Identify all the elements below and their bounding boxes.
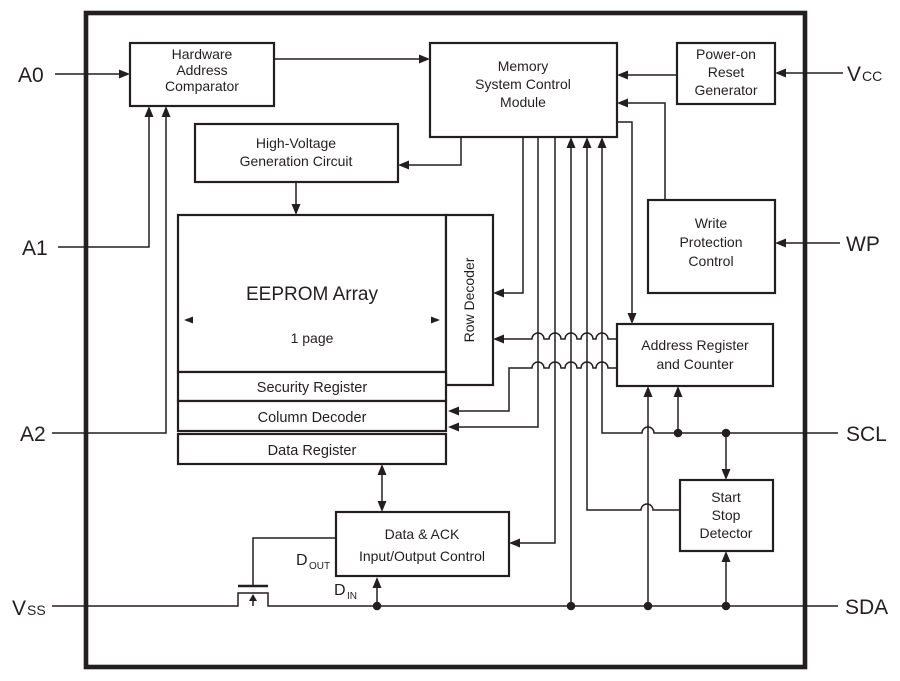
hac-label-2: Address — [176, 62, 228, 78]
security-register-label: Security Register — [256, 380, 368, 396]
hac-label-3: Comparator — [165, 78, 239, 94]
data-ack-label-1: Data & ACK — [384, 526, 460, 542]
column-decoder-block — [178, 401, 446, 431]
pin-sda-label: SDA — [845, 596, 889, 619]
arrowhead-vcc-por — [775, 69, 786, 78]
security-register-block — [178, 372, 446, 401]
wire-mscm-to-rowdecoder — [502, 137, 523, 293]
arrowhead-mscm-columndecoder — [448, 423, 459, 432]
hac-label-1: Hardware — [171, 46, 233, 62]
por-label-3: Generator — [694, 82, 758, 98]
arrowhead-a2 — [162, 106, 171, 117]
junction-scl-addrreg — [674, 429, 683, 438]
arrowhead-mscm-rowdecoder — [493, 289, 504, 298]
eeprom-array-block — [178, 215, 446, 372]
wire-mscm-to-addrreg — [617, 122, 632, 315]
address-register-box — [617, 324, 773, 386]
mscm-label-1: Memory — [497, 58, 549, 74]
arrowhead-sda-mscm — [567, 137, 576, 148]
start-stop-detector-block — [680, 480, 773, 551]
din-label: D — [334, 582, 346, 599]
arrowhead-a0 — [119, 70, 130, 79]
por-label-2: Reset — [707, 64, 745, 80]
arrowhead-a1 — [145, 106, 154, 117]
pin-a2-label: A2 — [20, 423, 46, 446]
arrowhead-mscm-addrreg — [628, 313, 637, 324]
arrowhead-hvgc-eeprom — [292, 204, 301, 215]
ssd-label-2: Stop — [711, 507, 741, 523]
row-decoder-label: Row Decoder — [461, 257, 477, 343]
pin-vss-label: V — [12, 597, 27, 620]
ssd-label-1: Start — [711, 489, 741, 505]
wire-mscm-to-hvgc — [407, 137, 461, 165]
arrowhead-hac-mscm — [419, 55, 430, 64]
wpc-label-2: Protection — [679, 234, 743, 250]
addr-reg-label-1: Address Register — [641, 337, 749, 353]
pin-wp-label: WP — [846, 233, 880, 256]
pin-scl-label: SCL — [846, 423, 887, 446]
arrowhead-mscm-dataack — [509, 539, 520, 548]
hvgc-label-2: Generation Circuit — [239, 153, 353, 169]
arrowhead-datareg-up — [378, 464, 387, 475]
por-label-1: Power-on — [696, 46, 756, 62]
blocks — [130, 43, 775, 576]
address-register-block — [617, 324, 773, 386]
pin-a0-label: A0 — [18, 64, 44, 87]
high-voltage-generation-block — [195, 124, 398, 182]
pin-vcc-subscript: CC — [862, 68, 883, 84]
wpc-label-3: Control — [688, 253, 734, 269]
output-transistor — [238, 586, 268, 606]
arrowhead-ssd-mscm — [583, 137, 592, 148]
arrowhead-mscm-hvgc — [398, 161, 409, 170]
arrowhead-scl-mscm — [598, 137, 607, 148]
wire-a1 — [58, 115, 149, 247]
wire-addrreg-to-rowdecoder — [502, 333, 617, 339]
junction-scl-ssd — [722, 429, 731, 438]
arrowhead-addrreg-columndecoder — [448, 407, 459, 416]
data-ack-label-2: Input/Output Control — [358, 548, 486, 564]
junction-sda-ssd — [722, 602, 731, 611]
memory-system-control-block — [430, 43, 617, 137]
junction-sda-addrreg — [644, 602, 653, 611]
arrowhead-por-mscm — [617, 71, 628, 80]
hvgc-label-1: High-Voltage — [255, 135, 337, 151]
arrowhead-sda-addrreg — [644, 386, 653, 397]
junction-sda-din — [373, 602, 382, 611]
pin-vcc-label: V — [847, 63, 862, 86]
mscm-label-2: System Control — [475, 76, 571, 92]
dout-subscript: OUT — [309, 561, 331, 572]
one-page-label: 1 page — [290, 330, 334, 346]
arrowhead-scl-ssd — [722, 469, 731, 480]
wire-vss-sda-rail — [52, 593, 838, 606]
data-register-label: Data Register — [267, 443, 357, 459]
data-ack-io-control-block — [336, 512, 509, 576]
data-register-block — [178, 434, 446, 464]
dout-label: D — [296, 552, 308, 569]
pin-vss-subscript: SS — [27, 602, 46, 618]
data-ack-io-control-box — [336, 512, 509, 576]
hardware-address-comparator-block — [130, 43, 274, 106]
eeprom-array-label: EEPROM Array — [246, 284, 378, 305]
arrowhead-sda-ssd — [722, 551, 731, 562]
addr-reg-label-2: and Counter — [656, 356, 734, 372]
din-subscript: IN — [347, 591, 357, 602]
arrowhead-wpc-mscm — [617, 99, 628, 108]
arrowhead-scl-addrreg — [674, 386, 683, 397]
wpc-label-1: Write — [694, 215, 728, 231]
column-decoder-label: Column Decoder — [257, 410, 367, 426]
pin-a1-label: A1 — [22, 237, 48, 260]
mscm-label-3: Module — [500, 94, 546, 110]
arrowhead-dataack-down — [378, 501, 387, 512]
row-decoder-block — [446, 215, 493, 385]
transistor-body-arrow — [249, 594, 257, 601]
write-protection-block — [648, 200, 775, 293]
arrowhead-wp-wpc — [775, 239, 786, 248]
arrowhead-din — [373, 577, 382, 588]
arrowhead-addrreg-rowdecoder — [493, 335, 504, 344]
power-on-reset-block — [677, 43, 775, 104]
ssd-label-3: Detector — [699, 525, 753, 541]
junction-sda-mscm — [567, 602, 576, 611]
